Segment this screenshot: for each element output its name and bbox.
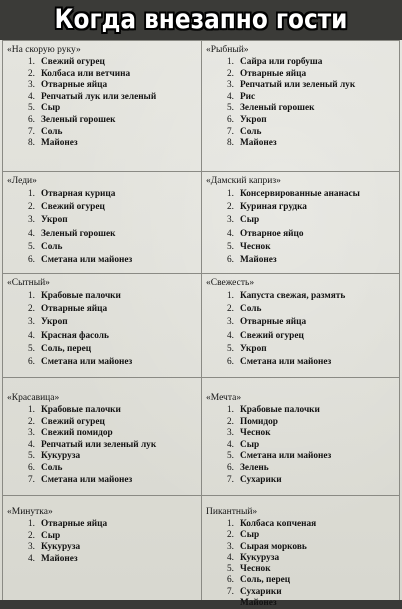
ingredient-item (7, 57, 197, 69)
ingredient-item (7, 531, 197, 543)
ingredient-item (7, 440, 197, 452)
ingredient-text: Майонез (240, 598, 277, 609)
item-number: 7. (227, 586, 234, 597)
ingredient-item (7, 356, 197, 369)
item-number: 3. (227, 428, 234, 439)
ingredient-text: Сметана или майонез (41, 255, 133, 266)
ingredient-text: Отварные яйца (41, 304, 108, 315)
ingredient-list (206, 290, 395, 369)
ingredient-text: Консервированные ананасы (240, 189, 360, 199)
item-number: 3. (227, 215, 234, 226)
page-title: Когда внезапно гости (54, 4, 348, 35)
ingredient-item (7, 330, 197, 343)
item-number: 1. (227, 519, 234, 529)
ingredient-item (206, 564, 395, 575)
ingredient-item (206, 405, 395, 417)
recipe-card-svezhest (202, 274, 400, 378)
ingredient-item (7, 451, 197, 463)
ingredient-text: Репчатый или зеленый лук (41, 439, 157, 450)
item-number: 2. (227, 68, 234, 79)
item-number: 4. (28, 439, 35, 450)
recipe-card-ledi (2, 172, 202, 274)
recipe-card-sytnyi (2, 274, 202, 378)
ingredient-text: Соль (41, 241, 63, 252)
item-number: 7. (227, 474, 234, 485)
item-number: 1. (28, 519, 35, 529)
recipe-title: «Минутка» (7, 507, 53, 517)
ingredient-text: Сыр (41, 530, 61, 541)
item-number: 3. (28, 80, 35, 91)
recipe-card-minutka (2, 496, 202, 600)
ingredient-text: Колбаса копченая (240, 519, 317, 529)
item-number: 5. (28, 451, 35, 462)
ingredient-item (206, 241, 395, 254)
ingredient-text: Сыр (240, 215, 260, 226)
ingredient-text: Крабовые палочки (240, 405, 320, 415)
recipe-card-krasavitsa (2, 378, 202, 496)
ingredient-item (206, 440, 395, 452)
ingredient-item (7, 201, 197, 214)
ingredient-list (206, 57, 395, 150)
ingredient-text: Зелень (240, 462, 269, 473)
ingredient-text: Соль, перец (41, 343, 92, 354)
ingredient-text: Майонез (240, 138, 277, 149)
ingredient-item (7, 241, 197, 254)
ingredient-item (7, 254, 197, 267)
recipe-title: «Мечта» (206, 393, 242, 403)
ingredient-text: Зеленый горошек (41, 228, 116, 239)
recipe-card-pikantnyi (202, 496, 400, 609)
ingredient-text: Рис (240, 91, 256, 102)
item-number: 1. (227, 405, 234, 415)
ingredient-text: Отварные яйца (41, 80, 108, 91)
ingredient-text: Майонез (240, 255, 277, 266)
ingredient-list (7, 405, 197, 486)
ingredient-item (7, 214, 197, 227)
ingredient-item (7, 463, 197, 475)
recipe-grid (2, 40, 400, 609)
ingredient-text: Майонез (41, 138, 78, 149)
ingredient-text: Чеснок (240, 241, 271, 252)
ingredient-text: Свежий огурец (41, 202, 105, 213)
ingredient-text: Сухарики (240, 474, 282, 485)
item-number: 2. (227, 304, 234, 315)
recipe-title: Пикантный» (206, 507, 258, 517)
ingredient-text: Свежий огурец (41, 416, 105, 427)
ingredient-item (7, 92, 197, 104)
item-number: 5. (28, 103, 35, 114)
item-number: 5. (227, 241, 234, 252)
ingredient-item (206, 417, 395, 429)
ingredient-text: Соль, перец (240, 575, 291, 586)
item-number: 3. (28, 542, 35, 553)
ingredient-item (206, 553, 395, 564)
item-number: 6. (227, 575, 234, 586)
ingredient-text: Укроп (41, 317, 68, 328)
recipe-card-rybnyi (202, 40, 400, 172)
ingredient-item (206, 330, 395, 343)
ingredient-text: Отварные яйца (240, 68, 307, 79)
ingredient-item (206, 228, 395, 241)
ingredient-item (206, 598, 395, 609)
ingredient-item (7, 417, 197, 429)
ingredient-item (7, 554, 197, 566)
item-number: 6. (28, 357, 35, 368)
ingredient-item (206, 254, 395, 267)
ingredient-item (7, 303, 197, 316)
ingredient-text: Сметана или майонез (41, 474, 133, 485)
ingredient-item (206, 188, 395, 201)
item-number: 2. (227, 530, 234, 541)
item-number: 1. (227, 189, 234, 199)
ingredient-item (206, 542, 395, 553)
ingredient-item (206, 356, 395, 369)
ingredient-text: Крабовые палочки (41, 291, 121, 301)
ingredient-item (206, 463, 395, 475)
ingredient-text: Зеленый горошек (240, 103, 315, 114)
item-number: 4. (28, 228, 35, 239)
ingredient-item (7, 115, 197, 127)
item-number: 4. (227, 439, 234, 450)
ingredient-item (206, 428, 395, 440)
ingredient-text: Соль (41, 126, 63, 137)
ingredient-text: Соль (41, 462, 63, 473)
item-number: 6. (227, 357, 234, 368)
recipe-card-mechta (202, 378, 400, 496)
ingredient-item (7, 103, 197, 115)
item-number: 2. (227, 202, 234, 213)
item-number: 1. (227, 291, 234, 301)
ingredient-text: Соль (240, 304, 262, 315)
ingredient-item (206, 201, 395, 214)
ingredient-item (206, 290, 395, 303)
ingredient-item (206, 575, 395, 586)
item-number: 4. (227, 552, 234, 563)
item-number: 4. (28, 330, 35, 341)
ingredient-text: Соль (240, 126, 262, 137)
ingredient-text: Свежий огурец (240, 330, 304, 341)
recipe-title: «Дамский каприз» (206, 176, 281, 186)
ingredient-item (7, 542, 197, 554)
ingredient-item (206, 138, 395, 150)
ingredient-text: Чеснок (240, 564, 271, 575)
item-number: 6. (28, 255, 35, 266)
ingredient-item (7, 290, 197, 303)
ingredient-text: Красная фасоль (41, 330, 109, 341)
ingredient-list (206, 188, 395, 267)
ingredient-item (7, 138, 197, 150)
item-number: 5. (28, 241, 35, 252)
ingredient-item (7, 519, 197, 531)
ingredient-item (7, 188, 197, 201)
ingredient-item (206, 530, 395, 541)
item-number: 6. (28, 114, 35, 125)
ingredient-text: Отварное яйцо (240, 228, 304, 239)
item-number: 6. (227, 114, 234, 125)
ingredient-item (206, 103, 395, 115)
item-number: 6. (227, 462, 234, 473)
ingredient-text: Сыр (240, 439, 260, 450)
item-number: 5. (227, 451, 234, 462)
item-number: 2. (28, 68, 35, 79)
item-number: 2. (28, 416, 35, 427)
recipe-title: «На скорую руку» (7, 45, 81, 55)
item-number: 7. (227, 126, 234, 137)
ingredient-text: Кукуруза (240, 552, 280, 563)
ingredient-item (206, 115, 395, 127)
item-number: 1. (28, 291, 35, 301)
ingredient-item (7, 405, 197, 417)
recipe-title: «Леди» (7, 176, 37, 186)
item-number: 4. (227, 91, 234, 102)
ingredient-item (7, 475, 197, 487)
ingredient-item (206, 214, 395, 227)
ingredient-text: Репчатый лук или зеленый (41, 91, 157, 102)
item-number: 6. (28, 462, 35, 473)
recipe-title: «Красавица» (7, 393, 60, 403)
item-number: 1. (227, 57, 234, 67)
ingredient-item (206, 80, 395, 92)
item-number: 2. (227, 416, 234, 427)
ingredient-item (7, 228, 197, 241)
ingredient-text: Сухарики (240, 586, 282, 597)
ingredient-text: Зеленый горошек (41, 114, 116, 125)
ingredient-text: Помидор (240, 416, 278, 427)
item-number: 3. (28, 317, 35, 328)
ingredient-list (7, 188, 197, 267)
ingredient-text: Кукуруза (41, 542, 81, 553)
ingredient-item (206, 587, 395, 598)
ingredient-text: Отварные яйца (41, 519, 108, 529)
recipe-title: «Свежесть» (206, 278, 255, 288)
ingredient-list (7, 519, 197, 565)
item-number: 5. (227, 343, 234, 354)
item-number: 8. (227, 138, 234, 149)
ingredient-text: Сметана или майонез (240, 451, 332, 462)
ingredient-text: Сыр (41, 103, 61, 114)
ingredient-text: Свежий огурец (41, 57, 105, 67)
ingredient-text: Кукуруза (41, 451, 81, 462)
ingredient-list (206, 405, 395, 486)
item-number: 5. (28, 343, 35, 354)
item-number: 2. (28, 202, 35, 213)
ingredient-item (7, 343, 197, 356)
item-number: 3. (227, 317, 234, 328)
ingredient-text: Сметана или майонез (240, 357, 332, 368)
ingredient-list (206, 519, 395, 609)
item-number: 3. (28, 428, 35, 439)
ingredient-text: Укроп (41, 215, 68, 226)
ingredient-item (7, 127, 197, 139)
ingredient-item (206, 475, 395, 487)
item-number: 4. (28, 91, 35, 102)
ingredient-text: Капуста свежая, размять (240, 291, 346, 301)
ingredient-text: Свежий помидор (41, 428, 113, 439)
item-number: 3. (227, 80, 234, 91)
recipe-title: «Рыбный» (206, 45, 249, 55)
ingredient-text: Крабовые палочки (41, 405, 121, 415)
item-number: 5. (227, 564, 234, 575)
item-number: 8. (28, 138, 35, 149)
item-number: 1. (28, 189, 35, 199)
recipe-card-damskii-kapriz (202, 172, 400, 274)
item-number: 1. (28, 405, 35, 415)
ingredient-text: Репчатый или зеленый лук (240, 80, 356, 91)
ingredient-item (206, 69, 395, 81)
ingredient-text: Сырая морковь (240, 541, 307, 552)
ingredient-text: Укроп (240, 114, 267, 125)
item-number: 3. (28, 215, 35, 226)
item-number: 7. (28, 474, 35, 485)
ingredient-item (206, 316, 395, 329)
ingredient-item (206, 343, 395, 356)
ingredient-text: Сметана или майонез (41, 357, 133, 368)
ingredient-item (7, 80, 197, 92)
ingredient-text: Укроп (240, 343, 267, 354)
ingredient-item (7, 316, 197, 329)
recipe-title: «Сытный» (7, 278, 50, 288)
ingredient-list (7, 290, 197, 369)
ingredient-item (206, 451, 395, 463)
ingredient-item (7, 428, 197, 440)
ingredient-list (7, 57, 197, 150)
ingredient-text: Сайра или горбуша (240, 57, 323, 67)
item-number: 4. (227, 228, 234, 239)
ingredient-text: Чеснок (240, 428, 271, 439)
item-number: 5. (227, 103, 234, 114)
ingredient-item (7, 69, 197, 81)
item-number: 3. (227, 541, 234, 552)
item-number: 2. (28, 530, 35, 541)
item-number: 6. (227, 255, 234, 266)
item-number: 4. (227, 330, 234, 341)
ingredient-item (206, 519, 395, 530)
ingredient-text: Сыр (240, 530, 260, 541)
item-number: 2. (28, 304, 35, 315)
ingredient-item (206, 303, 395, 316)
ingredient-text: Майонез (41, 553, 78, 564)
ingredient-text: Куриная грудка (240, 202, 307, 213)
item-number: 4. (28, 553, 35, 564)
ingredient-item (206, 57, 395, 69)
ingredient-text: Отварные яйца (240, 317, 307, 328)
ingredient-item (206, 127, 395, 139)
ingredient-item (206, 92, 395, 104)
item-number: 1. (28, 57, 35, 67)
ingredient-text: Отварная курица (41, 189, 116, 199)
item-number: 7. (28, 126, 35, 137)
recipe-card-na-skoruyu-ruku (2, 40, 202, 172)
ingredient-text: Колбаса или ветчина (41, 68, 131, 79)
recipe-sheet (0, 40, 402, 609)
